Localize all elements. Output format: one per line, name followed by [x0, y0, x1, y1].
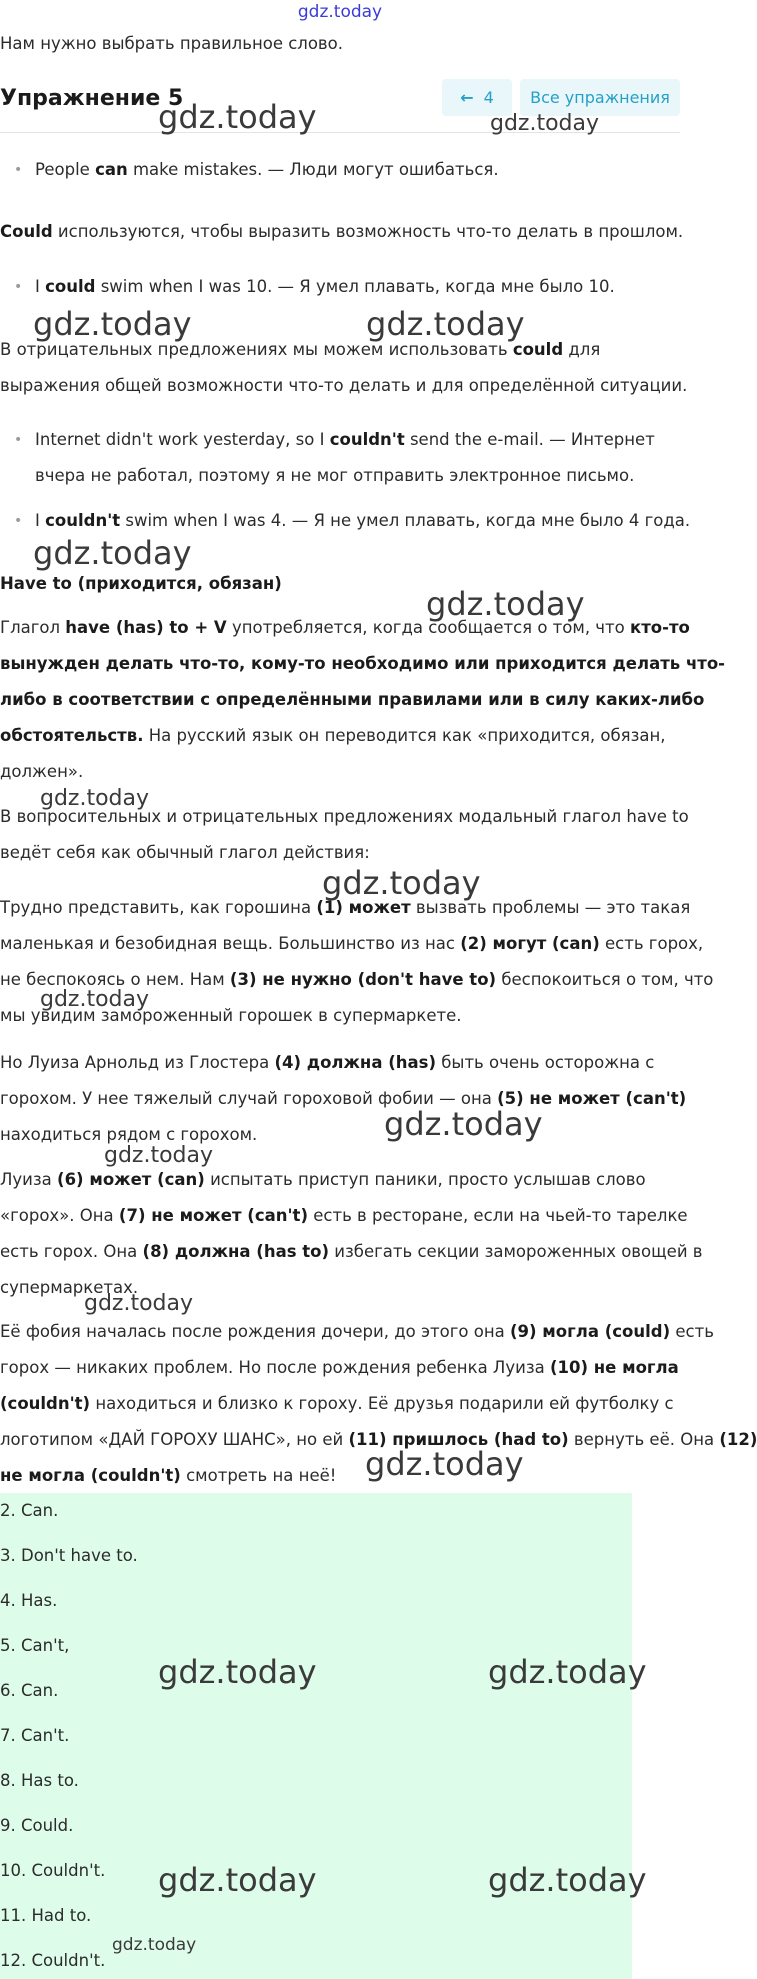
watermark: gdz.today	[104, 1143, 214, 1168]
text-3-line-3: есть горох. Она (8) должна (has to) избегать секции замороженных овощей в	[0, 1242, 703, 1261]
example-couldnt-swim: I couldn't swim when I was 4. — Я не умел плавать, когда мне было 4 года.	[35, 511, 691, 530]
text-1-line-4: мы увидим замороженный горошек в супермаркете.	[0, 1006, 462, 1025]
bullet-dot: •	[14, 162, 23, 178]
text-3-line-4: супермаркетах.	[0, 1278, 139, 1297]
text-3-line-2: «горох». Она (7) не может (can't) есть в ресторане, если на чьей-то тарелке	[0, 1206, 688, 1225]
text-1-line-3: не беспокоясь о нем. Нам (3) не нужно (don't have to) беспокоиться о том, что	[0, 970, 714, 989]
prev-exercise-number: 4	[483, 88, 494, 107]
text-1-line-1: Трудно представить, как горошина (1) может вызвать проблемы — это такая	[0, 898, 691, 917]
paragraph-could: Could используются, чтобы выразить возможность что-то делать в прошлом.	[0, 222, 684, 241]
intro-text: Нам нужно выбрать правильное слово.	[0, 34, 343, 53]
paragraph-have-to-line-2: вынужден делать что-то, кому-то необходимо или приходится делать что-	[0, 654, 726, 673]
watermark: gdz.today	[158, 1653, 317, 1691]
bullet-dot: •	[14, 513, 23, 529]
watermark: gdz.today	[158, 98, 317, 136]
arrow-left-icon: ←	[460, 88, 474, 107]
example-could: I could swim when I was 10. — Я умел плавать, когда мне было 10.	[35, 277, 615, 296]
example-can: People can make mistakes. — Люди могут ошибаться.	[35, 160, 499, 179]
example-internet-line-2: вчера не работал, поэтому я не мог отправить электронное письмо.	[35, 466, 635, 485]
paragraph-have-to-line-4: обстоятельств. На русский язык он переводится как «приходится, обязан,	[0, 726, 666, 745]
watermark: gdz.today	[33, 305, 192, 343]
watermark: gdz.today	[40, 786, 150, 811]
text-4-line-5: не могла (couldn't) смотреть на неё!	[0, 1466, 337, 1485]
text-1-line-2: маленькая и безобидная вещь. Большинство из нас (2) могут (can) есть горох,	[0, 934, 704, 953]
paragraph-have-to-line-3: либо в соответствии с определёнными правилами или в силу каких-либо	[0, 690, 705, 709]
text-2-line-2: горохом. У нее тяжелый случай гороховой фобии — она (5) не может (can't)	[0, 1089, 687, 1108]
paragraph-have-to-line-5: должен».	[0, 762, 84, 781]
example-internet-line-1: Internet didn't work yesterday, so I couldn't send the e-mail. — Интернет	[35, 430, 655, 449]
section-heading-have-to: Have to (приходится, обязан)	[0, 574, 282, 593]
answer-item: 6. Can.	[0, 1681, 59, 1700]
watermark: gdz.today	[112, 1935, 197, 1955]
paragraph-negative-line-1: В отрицательных предложениях мы можем использовать could для	[0, 340, 601, 359]
text-4-line-1: Её фобия началась после рождения дочери, до этого она (9) могла (could) есть	[0, 1322, 714, 1341]
paragraph-questions-line-1: В вопросительных и отрицательных предложениях модальный глагол have to	[0, 807, 689, 826]
watermark: gdz.today	[488, 1861, 647, 1899]
watermark: gdz.today	[40, 987, 150, 1012]
answer-item: 5. Can't,	[0, 1636, 70, 1655]
answer-item: 10. Couldn't.	[0, 1861, 106, 1880]
bullet-dot: •	[14, 279, 23, 295]
watermark: gdz.today	[426, 585, 585, 623]
watermark: gdz.today	[33, 534, 192, 572]
watermark: gdz.today	[366, 305, 525, 343]
answer-item: 2. Can.	[0, 1501, 59, 1520]
text-4-line-2: горох — никаких проблем. Но после рождения ребенка Луиза (10) не могла	[0, 1358, 679, 1377]
watermark: gdz.today	[84, 1291, 194, 1316]
text-4-line-4: логотипом «ДАЙ ГОРОХУ ШАНС», но ей (11) пришлось (had to) вернуть её. Она (12)	[0, 1430, 757, 1449]
paragraph-questions-line-2: ведёт себя как обычный глагол действия:	[0, 843, 370, 862]
watermark: gdz.today	[384, 1105, 543, 1143]
bullet-dot: •	[14, 432, 23, 448]
all-exercises-label: Все упражнения	[530, 88, 670, 107]
exercise-title: Упражнение 5	[0, 86, 184, 111]
paragraph-have-to-line-1: Глагол have (has) to + V употребляется, когда сообщается о том, что кто-то	[0, 618, 690, 637]
answer-item: 7. Can't.	[0, 1726, 70, 1745]
text-4-line-3: (couldn't) находиться и близко к гороху. Её друзья подарили ей футболку с	[0, 1394, 674, 1413]
watermark: gdz.today	[322, 864, 481, 902]
watermark: gdz.today	[158, 1861, 317, 1899]
text-2-line-3: находиться рядом с горохом.	[0, 1125, 258, 1144]
answer-item: 3. Don't have to.	[0, 1546, 138, 1565]
paragraph-negative-line-2: выражения общей возможности что-то делать и для определённой ситуации.	[0, 376, 688, 395]
answer-item: 8. Has to.	[0, 1771, 79, 1790]
answer-item: 11. Had to.	[0, 1906, 92, 1925]
top-watermark: gdz.today	[297, 2, 383, 22]
answers-panel	[0, 1493, 632, 1979]
watermark: gdz.today	[488, 1653, 647, 1691]
watermark: gdz.today	[490, 111, 600, 136]
answer-item: 4. Has.	[0, 1591, 58, 1610]
answer-item: 12. Couldn't.	[0, 1951, 106, 1970]
text-2-line-1: Но Луиза Арнольд из Глостера (4) должна (has) быть очень осторожна с	[0, 1053, 655, 1072]
watermark: gdz.today	[365, 1445, 524, 1483]
answer-item: 9. Could.	[0, 1816, 74, 1835]
text-3-line-1: Луиза (6) может (can) испытать приступ паники, просто услышав слово	[0, 1170, 646, 1189]
